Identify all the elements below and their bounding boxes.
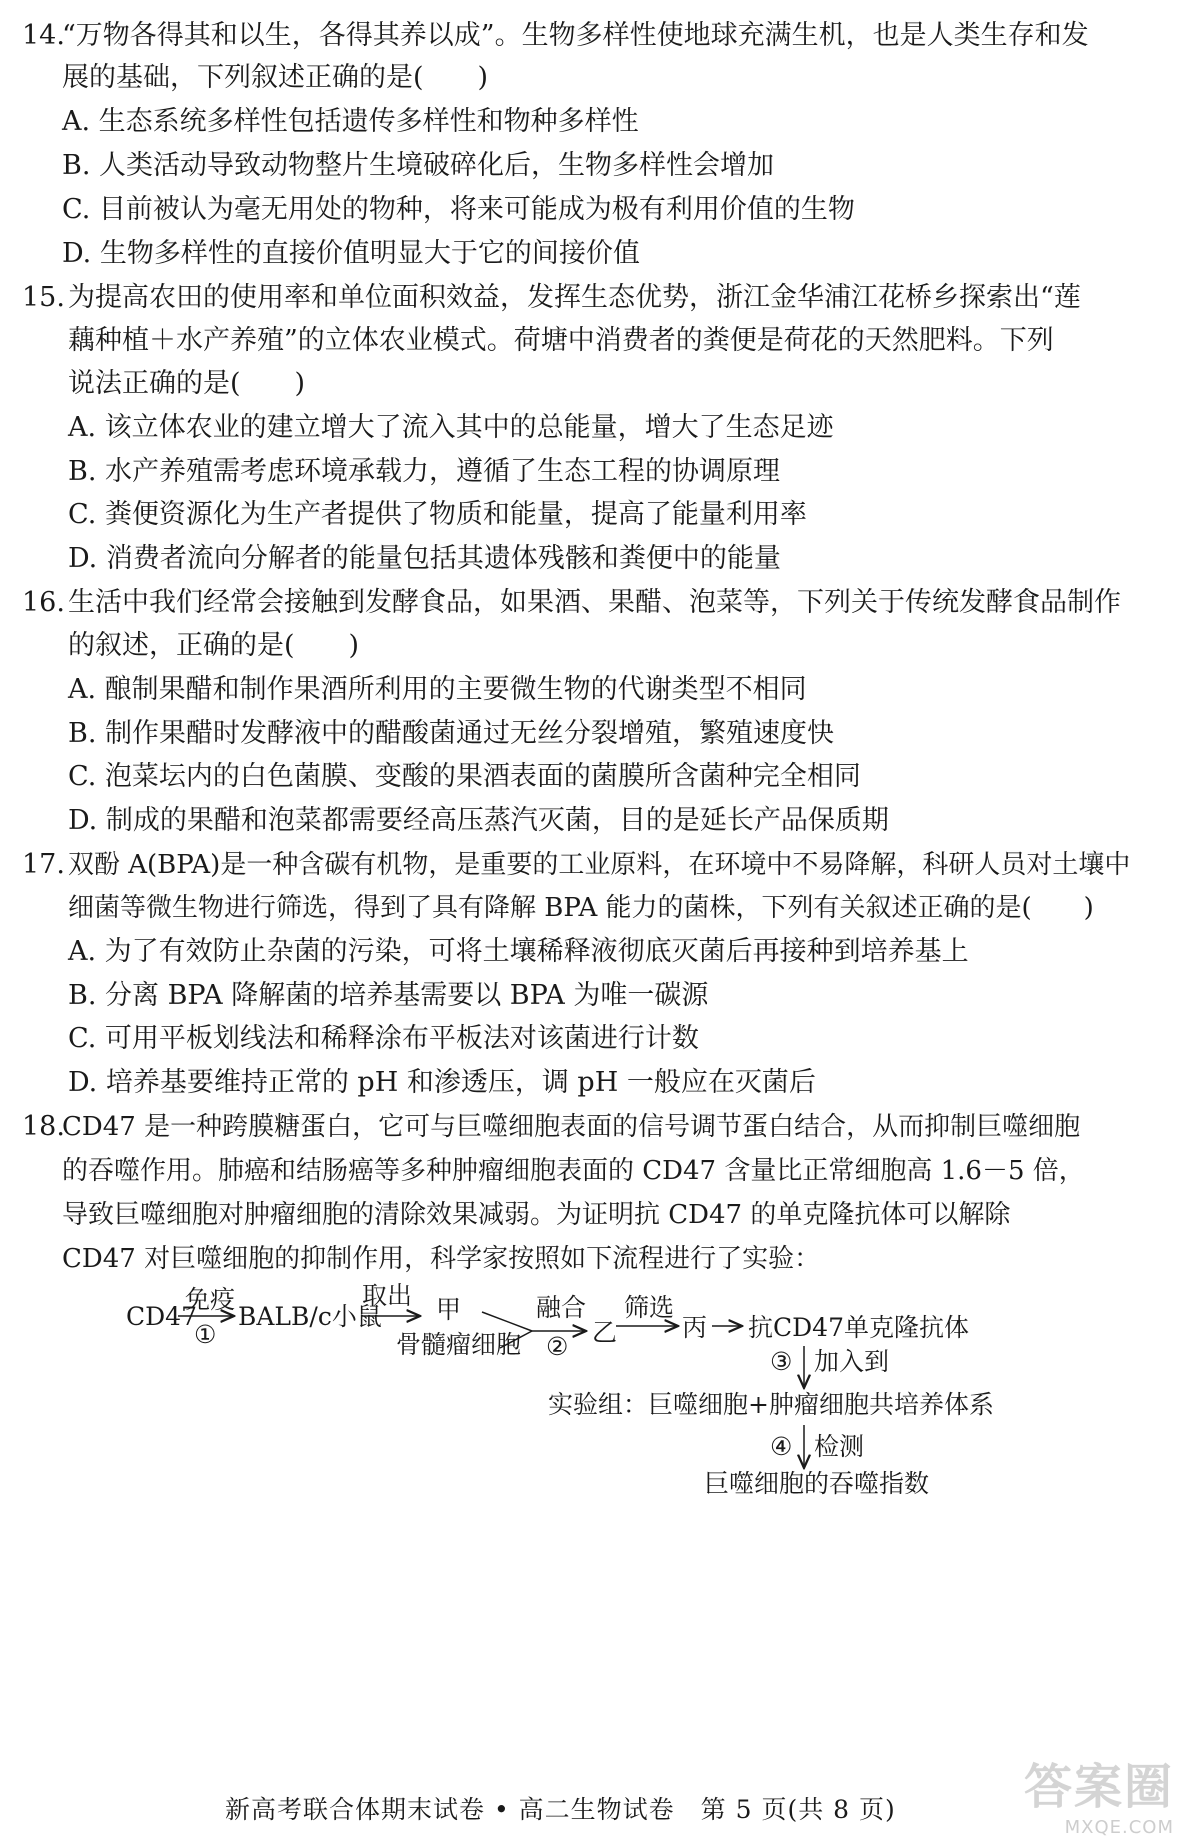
question-17-option-c: C. 可用平板划线法和稀释涂布平板法对该菌进行计数 bbox=[68, 1023, 699, 1054]
flow-detect-label: 检测 bbox=[814, 1432, 865, 1461]
watermark-url: MXQE.COM bbox=[1064, 1817, 1174, 1838]
question-17-option-b: B. 分离 BPA 降解菌的培养基需要以 BPA 为唯一碳源 bbox=[68, 980, 709, 1011]
flow-merge-line-upper bbox=[482, 1312, 532, 1331]
question-16-option-d: D. 制成的果醋和泡菜都需要经高压蒸汽灭菌，目的是延长产品保质期 bbox=[68, 805, 889, 836]
question-16-number: 16. bbox=[22, 587, 65, 618]
question-16-option-b: B. 制作果醋时发酵液中的醋酸菌通过无丝分裂增殖，繁殖速度快 bbox=[68, 718, 835, 749]
flow-antibody: 抗CD47单克隆抗体 bbox=[748, 1313, 969, 1342]
question-15-option-b: B. 水产养殖需考虑环境承载力，遵循了生态工程的协调原理 bbox=[68, 456, 781, 487]
flow-step-1: ① bbox=[194, 1320, 217, 1349]
flow-takeout-label: 取出 bbox=[362, 1281, 413, 1310]
question-15-option-a: A. 该立体农业的建立增大了流入其中的总能量，增大了生态足迹 bbox=[68, 412, 834, 443]
flow-screen-label: 筛选 bbox=[624, 1293, 675, 1322]
question-18-number: 18. bbox=[22, 1111, 65, 1142]
question-14-option-d: D. 生物多样性的直接价值明显大于它的间接价值 bbox=[62, 238, 640, 269]
flow-fuse-label: 融合 bbox=[536, 1293, 587, 1322]
question-15-number: 15. bbox=[22, 282, 65, 313]
question-15-option-d: D. 消费者流向分解者的能量包括其遗体残骸和粪便中的能量 bbox=[68, 543, 781, 574]
question-14-stem-line-1: “万物各得其和以生，各得其养以成”。生物多样性使地球充满生机，也是人类生存和发 bbox=[62, 20, 1089, 51]
question-17-number: 17. bbox=[22, 849, 65, 880]
flow-immune-label: 免疫 bbox=[185, 1285, 236, 1314]
flow-yi: 乙 bbox=[592, 1318, 618, 1347]
flow-step-2: ② bbox=[546, 1332, 569, 1361]
question-15-stem-line-3: 说法正确的是( ) bbox=[68, 368, 306, 399]
watermark-logo: 答案圈 bbox=[1023, 1759, 1174, 1815]
question-16-stem-line-2: 的叙述，正确的是( ) bbox=[68, 630, 360, 661]
question-18-stem-line-3: 导致巨噬细胞对肿瘤细胞的清除效果减弱。为证明抗 CD47 的单克隆抗体可以解除 bbox=[62, 1200, 1011, 1230]
flow-experiment-group: 实验组：巨噬细胞+肿瘤细胞共培养体系 bbox=[548, 1390, 994, 1419]
flow-addto-label: 加入到 bbox=[814, 1347, 890, 1376]
question-15-option-c: C. 粪便资源化为生产者提供了物质和能量，提高了能量利用率 bbox=[68, 499, 807, 530]
question-17-option-d: D. 培养基要维持正常的 pH 和渗透压，调 pH 一般应在灭菌后 bbox=[68, 1067, 816, 1098]
question-18-stem-line-1: CD47 是一种跨膜糖蛋白，它可与巨噬细胞表面的信号调节蛋白结合，从而抑制巨噬细胞 bbox=[62, 1112, 1081, 1142]
flow-jia: 甲 bbox=[436, 1295, 462, 1324]
question-17-option-a: A. 为了有效防止杂菌的污染，可将土壤稀释液彻底灭菌后再接种到培养基上 bbox=[68, 936, 969, 967]
question-14-stem-line-2: 展的基础，下列叙述正确的是( ) bbox=[62, 62, 489, 93]
question-15-stem-line-1: 为提高农田的使用率和单位面积效益，发挥生态优势，浙江金华浦江花桥乡探索出“莲 bbox=[68, 282, 1081, 313]
flow-step-3: ③ bbox=[770, 1347, 793, 1376]
question-14-number: 14. bbox=[22, 20, 65, 51]
question-17-stem-line-1: 双酚 A(BPA)是一种含碳有机物，是重要的工业原料，在环境中不易降解，科研人员对土壤中 bbox=[68, 850, 1131, 880]
question-17-stem-line-2: 细菌等微生物进行筛选，得到了具有降解 BPA 能力的菌株，下列有关叙述正确的是( ) bbox=[68, 893, 1094, 923]
page-footer: 新高考联合体期末试卷 • 高二生物试卷 第 5 页(共 8 页) bbox=[225, 1795, 896, 1824]
flow-step-4: ④ bbox=[770, 1432, 793, 1461]
question-14-option-b: B. 人类活动导致动物整片生境破碎化后，生物多样性会增加 bbox=[62, 150, 775, 181]
flow-mouse: BALB/c小鼠 bbox=[238, 1302, 382, 1331]
flow-myeloma: 骨髓瘤细胞 bbox=[396, 1330, 522, 1359]
flow-bing: 丙 bbox=[682, 1313, 708, 1342]
question-16-option-a: A. 酿制果醋和制作果酒所利用的主要微生物的代谢类型不相同 bbox=[68, 674, 807, 705]
flow-phagocytic-index: 巨噬细胞的吞噬指数 bbox=[704, 1469, 930, 1498]
question-18-stem-line-2: 的吞噬作用。肺癌和结肠癌等多种肿瘤细胞表面的 CD47 含量比正常细胞高 1.6－5 倍， bbox=[62, 1156, 1085, 1186]
question-14-option-a: A. 生态系统多样性包括遗传多样性和物种多样性 bbox=[62, 106, 639, 137]
question-16-stem-line-1: 生活中我们经常会接触到发酵食品，如果酒、果醋、泡菜等，下列关于传统发酵食品制作 bbox=[68, 587, 1121, 618]
flow-cd47: CD47 bbox=[126, 1302, 197, 1331]
question-16-option-c: C. 泡菜坛内的白色菌膜、变酸的果酒表面的菌膜所含菌种完全相同 bbox=[68, 761, 861, 792]
question-15-stem-line-2: 藕种植＋水产养殖”的立体农业模式。荷塘中消费者的粪便是荷花的天然肥料。下列 bbox=[68, 325, 1054, 356]
watermark bbox=[1024, 1748, 1174, 1838]
question-18-stem-line-4: CD47 对巨噬细胞的抑制作用，科学家按照如下流程进行了实验： bbox=[62, 1244, 821, 1274]
question-14-option-c: C. 目前被认为毫无用处的物种，将来可能成为极有利用价值的生物 bbox=[62, 194, 855, 225]
